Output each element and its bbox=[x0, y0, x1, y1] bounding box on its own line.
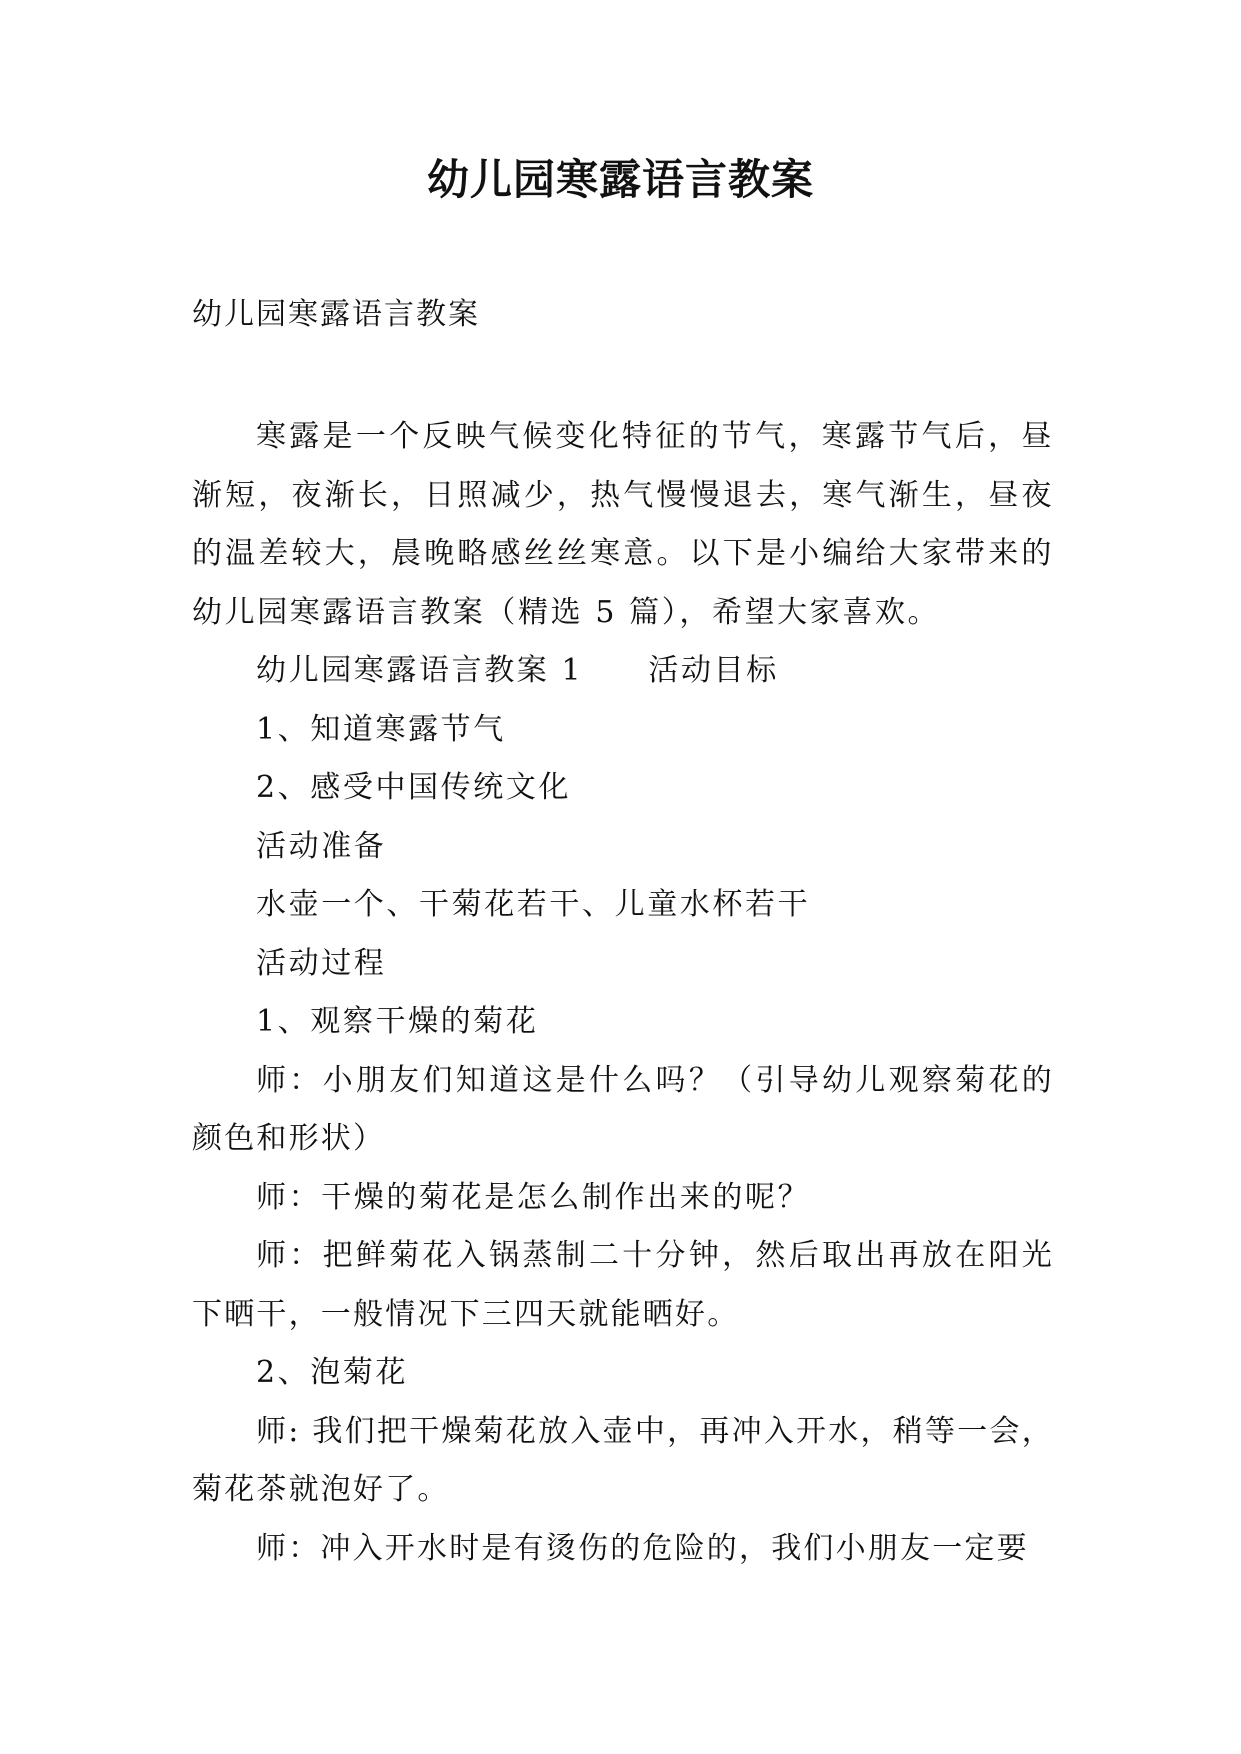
paragraph-teacher-safety: 师：冲入开水时是有烫伤的危险的，我们小朋友一定要 bbox=[256, 1530, 1029, 1566]
paragraph-lesson-heading: 幼儿园寒露语言教案 1 活动目标 bbox=[256, 653, 779, 688]
paragraph-goal-2: 2、感受中国传统文化 bbox=[256, 770, 572, 805]
document-title: 幼儿园寒露语言教案 bbox=[426, 155, 814, 204]
paragraph-teacher-question: 师：小朋友们知道这是什么吗？（引导幼儿观察菊花的颜色和形状） bbox=[192, 1062, 1054, 1156]
paragraph-teacher-brew: 师: 我们把干燥菊花放入壶中，再冲入开水，稍等一会，菊花茶就泡好了。 bbox=[192, 1413, 1054, 1507]
paragraph-teacher-how-made: 师：干燥的菊花是怎么制作出来的呢？ bbox=[256, 1179, 811, 1215]
paragraph-step-2: 2、泡菊花 bbox=[256, 1355, 409, 1390]
paragraph-teacher-method: 师：把鲜菊花入锅蒸制二十分钟，然后取出再放在阳光下晒干，一般情况下三四天就能晒好。 bbox=[192, 1238, 1054, 1332]
document-subtitle: 幼儿园寒露语言教案 bbox=[192, 297, 480, 332]
paragraph-goal-1: 1、知道寒露节气 bbox=[256, 711, 506, 747]
paragraph-preparation-items: 水壶一个、干菊花若干、儿童水杯若干 bbox=[256, 887, 811, 922]
paragraph-process-heading: 活动过程 bbox=[256, 945, 387, 981]
paragraph-preparation-heading: 活动准备 bbox=[256, 828, 387, 864]
paragraph-step-1: 1、观察干燥的菊花 bbox=[256, 1004, 539, 1039]
document-body bbox=[192, 408, 1054, 1578]
paragraph-intro: 寒露是一个反映气候变化特征的节气，寒露节气后，昼渐短，夜渐长，日照减少，热气慢慢退去，寒气渐生，昼夜的温差较大，晨晚略感丝丝寒意。以下是小编给大家带来的幼儿园寒露语言教案（精选 5 篇），希望大家喜欢。 bbox=[192, 419, 1054, 630]
